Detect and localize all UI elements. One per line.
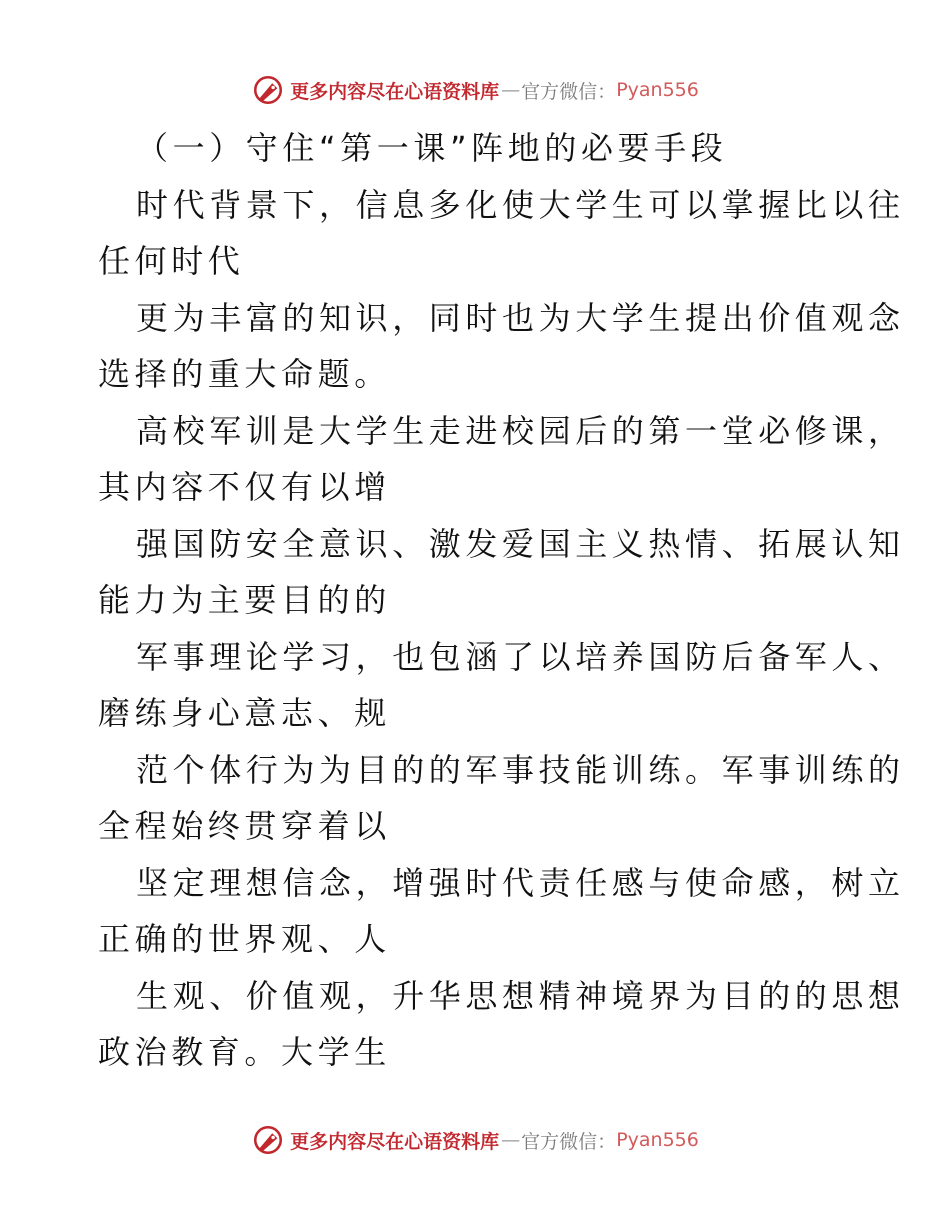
text-line: 强国防安全意识、激发爱国主义热情、拓展认知	[136, 524, 905, 563]
text-line: 高校军训是大学生走进校园后的第一堂必修课，	[136, 411, 905, 450]
text-line: 任何时代	[98, 242, 245, 280]
text-line: 正确的世界观、人	[98, 920, 391, 958]
banner-main-text: 更多内容尽在心语资料库	[290, 1130, 500, 1153]
text-line: 全程始终贯穿着以	[98, 807, 391, 845]
section-heading: （一）守住“第一课”阵地的必要手段	[136, 129, 728, 167]
text-line: 范个体行为为目的的军事技能训练。军事训练的	[136, 750, 905, 789]
text-line: 选择的重大命题。	[98, 355, 391, 393]
banner-dash: —	[501, 1129, 520, 1151]
text-line: 时代背景下，信息多化使大学生可以掌握比以往	[136, 185, 905, 224]
document-body	[98, 120, 905, 1081]
header-watermark-banner	[0, 70, 950, 110]
banner-wechat-label: 官方微信：	[521, 1130, 617, 1153]
text-line: 军事理论学习，也包涵了以培养国防后备军人、	[136, 637, 905, 676]
pen-nib-logo-icon	[251, 1123, 285, 1157]
banner-main-text: 更多内容尽在心语资料库	[290, 80, 500, 103]
footer-watermark-banner	[0, 1120, 950, 1160]
banner-wechat-label: 官方微信：	[521, 80, 617, 103]
text-line: 更为丰富的知识，同时也为大学生提出价值观念	[136, 298, 905, 337]
banner-wechat-id: Pyan556	[616, 1129, 699, 1151]
text-line: 生观、价值观，升华思想精神境界为目的的思想	[136, 976, 905, 1015]
banner-wechat-id: Pyan556	[616, 79, 699, 101]
banner-dash: —	[501, 79, 520, 101]
text-line: 坚定理想信念，增强时代责任感与使命感，树立	[136, 863, 905, 902]
pen-nib-logo-icon	[251, 73, 285, 107]
text-line: 其内容不仅有以增	[98, 468, 391, 506]
text-line: 能力为主要目的的	[98, 581, 391, 619]
text-line: 磨练身心意志、规	[98, 694, 391, 732]
text-line: 政治教育。大学生	[98, 1033, 391, 1071]
